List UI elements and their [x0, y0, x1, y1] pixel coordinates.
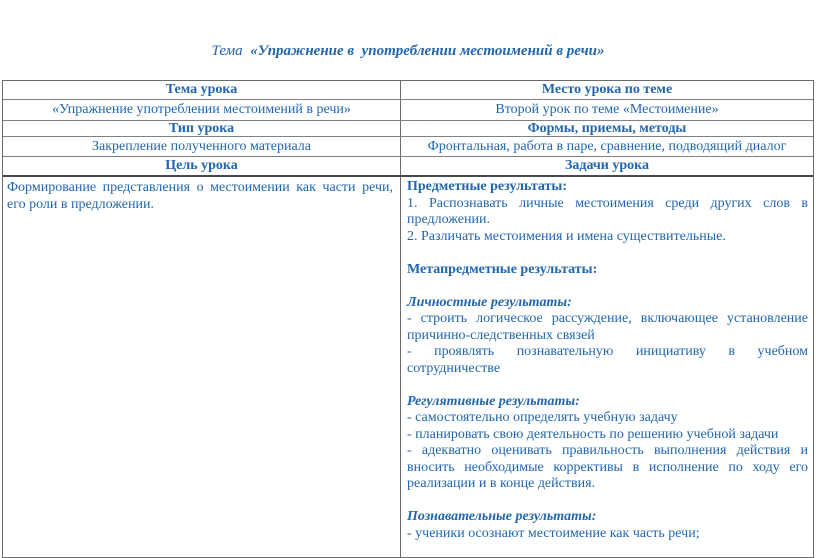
lesson-plan-table [2, 80, 814, 558]
header-cell-lesson-theme: Тема урока [3, 81, 401, 99]
task-paragraph [407, 245, 808, 262]
theme-text: «Упражнение в употреблении местоимений в речи» [250, 43, 605, 59]
task-paragraph: - строить логическое рассуждение, включающее установление причинно-следственных связей [407, 311, 808, 343]
task-paragraph: 1. Распознавать личные местоимения среди других слов в предложении. [407, 195, 808, 227]
task-paragraph: Регулятивные результаты: [407, 393, 580, 409]
table-row [3, 100, 813, 121]
lesson-theme-title [0, 44, 816, 59]
theme-label: Тема [211, 43, 251, 59]
task-paragraph: - ученики осознают местоимение как часть речи; [407, 525, 700, 541]
header-cell-lesson-goal: Цель урока [3, 157, 401, 175]
task-paragraph: Метапредметные результаты: [407, 261, 598, 277]
table-row [3, 137, 813, 157]
table-row [3, 177, 813, 557]
task-paragraph: - адекватно оценивать правильность выполнения действия и вносить необходимые коррективы в исполнение по ходу его реализации и в конце действия. [407, 443, 808, 491]
header-cell-forms-methods: Формы, приемы, методы [527, 121, 687, 136]
task-paragraph: Предметные результаты: [407, 179, 567, 194]
task-paragraph: - проявлять познавательную инициативу в учебном сотрудничестве [407, 344, 808, 376]
task-paragraph: Познавательные результаты: [407, 509, 597, 524]
tasks-cell [401, 177, 813, 557]
header-cell-lesson-place: Место урока по теме [541, 82, 673, 97]
table-row [3, 157, 813, 177]
value-cell-lesson-theme: «Упражнение употреблении местоимений в речи» [3, 100, 401, 120]
goal-paragraph: Формирование представления о местоимении как части речи, его роли в предложении. [7, 180, 393, 212]
goal-cell [3, 177, 401, 557]
task-paragraph [407, 377, 808, 394]
task-paragraph: Личностные результаты: [407, 294, 572, 310]
header-cell-lesson-tasks: Задачи урока [564, 158, 649, 173]
value-cell-forms-methods: Фронтальная, работа в паре, сравнение, подводящий диалог [427, 138, 787, 154]
task-paragraph [407, 278, 808, 295]
task-paragraph: - планировать свою деятельность по решению учебной задачи [407, 426, 779, 442]
table-row [3, 81, 813, 100]
table-row [3, 121, 813, 137]
header-cell-lesson-type: Тип урока [3, 121, 401, 136]
value-cell-lesson-type: Закрепление полученного материала [3, 137, 401, 156]
value-cell-lesson-place: Второй урок по теме «Местоимение» [495, 102, 719, 117]
task-paragraph: - самостоятельно определять учебную задачу [407, 410, 678, 425]
task-paragraph [407, 493, 808, 510]
task-paragraph: 2. Различать местоимения и имена существительные. [407, 228, 726, 244]
